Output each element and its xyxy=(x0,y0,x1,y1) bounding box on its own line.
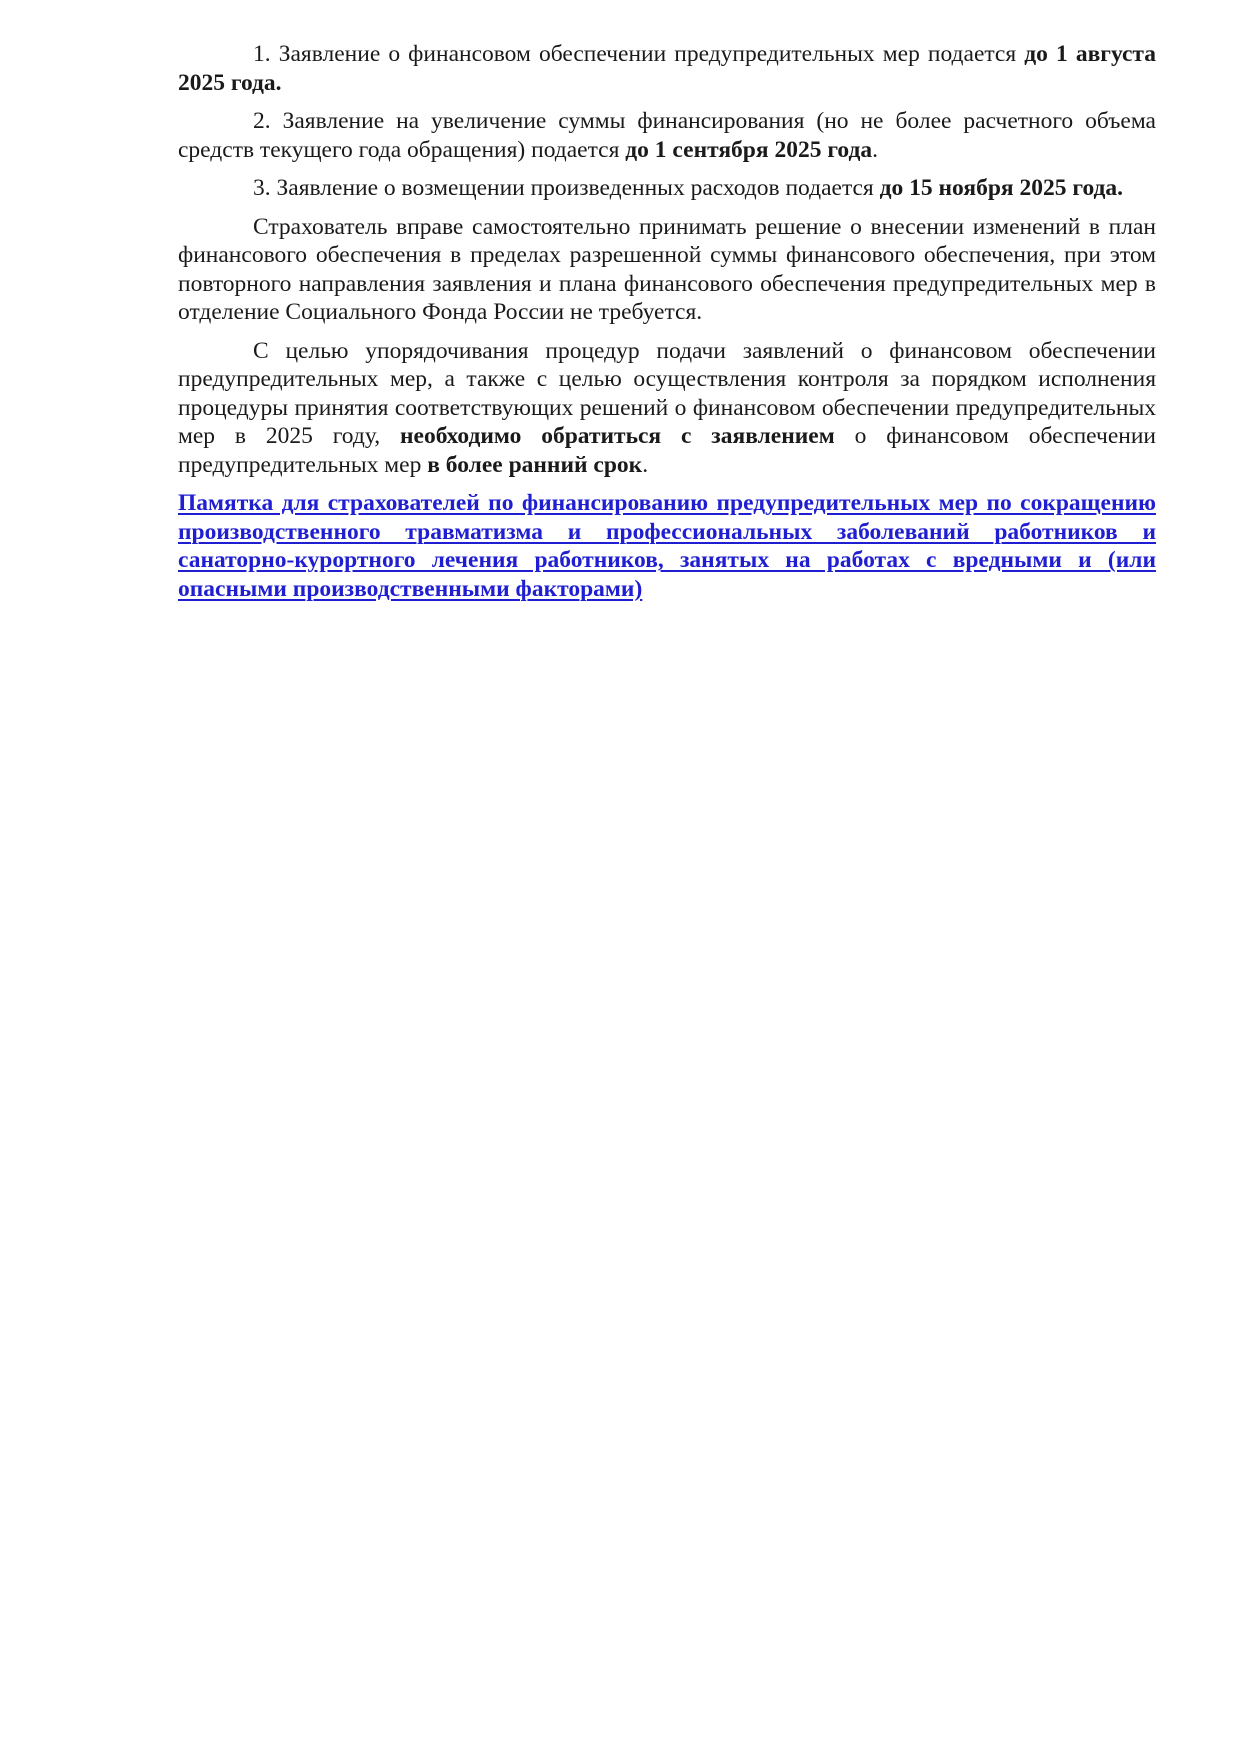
note-early-text-2: о финансовом обеспечении предупредительных мер xyxy=(178,423,1157,478)
note-plan-changes: Страхователь вправе самостоятельно принимать решение о внесении изменений в план финансового обеспечения в пределах разрешенной суммы финансового обеспечения, при этом повторного направления заявления и плана финансового обеспечения предупредительных мер в отделение Социального Фонда России не требуется. xyxy=(178,213,1156,325)
item-1-text: 1. Заявление о финансовом обеспечении предупредительных мер подается xyxy=(253,41,1025,67)
item-3-text: 3. Заявление о возмещении произведенных расходов подается xyxy=(253,175,880,201)
item-3-deadline: до 15 ноября 2025 года. xyxy=(879,175,1124,201)
item-3 xyxy=(178,174,1156,203)
note-early-bold-1: необходимо обратиться с заявлением xyxy=(399,423,835,449)
item-2-text: 2. Заявление на увеличение суммы финансирования (но не более расчетного объема средств текущего года обращения) подается xyxy=(178,108,1156,163)
note-early-text-3: . xyxy=(642,451,649,478)
item-1 xyxy=(178,40,1156,97)
item-2 xyxy=(178,107,1156,164)
item-2-deadline: до 1 сентября 2025 года xyxy=(625,136,873,163)
item-1-deadline: до 1 августа 2025 года. xyxy=(178,41,1156,96)
memo-link[interactable]: Памятка для страхователей по финансированию предупредительных мер по сокращению производственного травматизма и профессиональных заболеваний работников и санаторно-курортного лечения работников, занятых на работах с вредными и (или опасными производственными факторами) xyxy=(178,490,1156,602)
note-early-bold-2: в более ранний срок xyxy=(427,451,643,478)
note-early-submission xyxy=(178,337,1156,480)
note-early-text-1: С целью упорядочивания процедур подачи заявлений о финансовом обеспечении предупредительных мер, а также с целью осуществления контроля за порядком исполнения процедуры принятия соответствующих решений о финансовом обеспечении предупредительных мер в 2025 году, xyxy=(178,337,1156,449)
item-2-tail: . xyxy=(872,136,879,163)
document-page xyxy=(178,40,1156,603)
